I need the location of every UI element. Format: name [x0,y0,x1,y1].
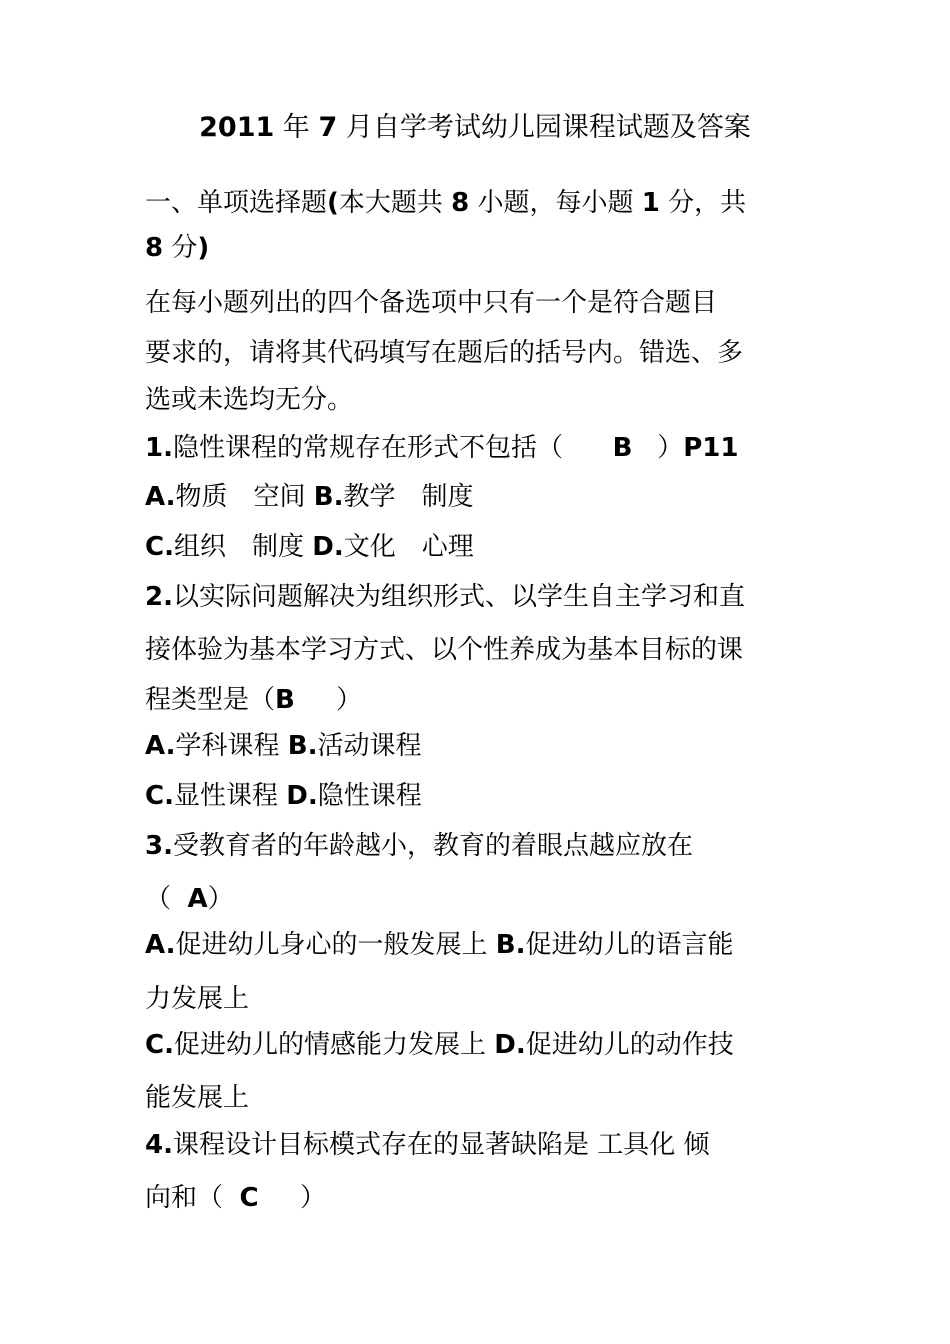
question-2-cont [145,680,362,720]
question-3-cont [145,879,234,919]
question-4 [145,1125,710,1165]
section-heading-cont [145,228,209,268]
question-text: 程类型是（ [145,685,276,715]
question-number: 3. [145,831,173,861]
option-text: 活动课程 [317,731,422,761]
option-text: 促进幼儿身心的一般发展上 [175,930,488,960]
option-text: 促进幼儿的动作技 [525,1030,734,1060]
question-number: 2. [145,582,173,612]
answer-letter: C [239,1183,259,1213]
section-heading [145,183,746,223]
title-month: 7 [318,112,338,143]
question-1 [145,428,738,468]
question-text: ） [299,1183,326,1213]
question-3-option-b-cont: 力发展上 [145,984,250,1014]
answer-letter: B [612,433,633,463]
option-letter: C. [145,1030,174,1060]
question-text: 受教育者的年龄越小，教育的着眼点越应放在 [172,831,693,861]
instruction-line: 在每小题列出的四个备选项中只有一个是符合题目 [145,288,718,318]
option-letter: A. [145,482,176,512]
question-text: 课程设计目标模式存在的显著缺陷是 工具化 倾 [172,1130,710,1160]
question-2-options-cd [145,776,422,816]
question-4-cont [145,1178,326,1218]
question-2 [145,577,745,617]
heading-score: 1 [641,188,660,218]
option-text: 促进幼儿的语言能 [525,930,734,960]
heading-paren-close: ) [197,233,210,263]
option-letter: D. [286,781,318,811]
heading-part: 分 [163,233,198,263]
question-1-options-cd [145,527,474,567]
option-text: 显性课程 [173,781,278,811]
heading-part: 小题，每小题 [469,188,642,218]
option-letter: B. [313,482,344,512]
option-letter: C. [145,532,174,562]
instruction-line: 选或未选均无分。 [145,385,354,415]
question-2-options-ab [145,726,421,766]
answer-letter: B [275,685,295,715]
option-letter: A. [145,731,176,761]
page-title [0,108,950,148]
title-rest: 月自学考试幼儿园课程试题及答案 [345,112,751,143]
question-text: ） [207,884,234,914]
question-1-options-ab [145,477,473,517]
question-3-option-d-cont: 能发展上 [145,1083,250,1113]
heading-part: 一、单项选择题 [145,188,328,218]
question-number: 1. [145,433,173,463]
question-text: （ [145,884,172,914]
option-letter: B. [495,930,526,960]
page-reference: P11 [683,433,739,463]
option-text: 组织 制度 [173,532,304,562]
question-text: 以实际问题解决为组织形式、以学生自主学习和直 [172,582,745,612]
heading-part: 分，共 [659,188,747,218]
question-2-cont: 接体验为基本学习方式、以个性养成为基本目标的课 [145,635,744,665]
question-number: 4. [145,1130,173,1160]
heading-count: 8 [451,188,470,218]
option-letter: B. [287,731,318,761]
heading-paren-open: ( [327,188,339,218]
instruction-line: 要求的，请将其代码填写在题后的括号内。错选、多 [145,338,744,368]
question-3-options-ab [145,925,733,965]
option-text: 教学 制度 [343,482,474,512]
option-letter: A. [145,930,176,960]
question-3 [145,826,693,866]
heading-part: 本大题共 [338,188,452,218]
option-text: 物质 空间 [175,482,306,512]
option-text: 学科课程 [175,731,280,761]
question-text: ） [657,433,684,463]
title-year: 2011 [199,112,275,143]
option-text: 促进幼儿的情感能力发展上 [173,1030,486,1060]
question-text: 隐性课程的常规存在形式不包括（ [172,433,563,463]
question-text: 向和（ [145,1183,224,1213]
option-letter: C. [145,781,174,811]
option-text: 文化 心理 [343,532,474,562]
question-text: ） [336,685,363,715]
question-3-options-cd [145,1025,734,1065]
option-text: 隐性课程 [317,781,422,811]
heading-total: 8 [145,233,164,263]
option-letter: D. [312,532,344,562]
option-letter: D. [494,1030,526,1060]
answer-letter: A [187,884,208,914]
title-year-suffix: 年 [282,112,310,143]
